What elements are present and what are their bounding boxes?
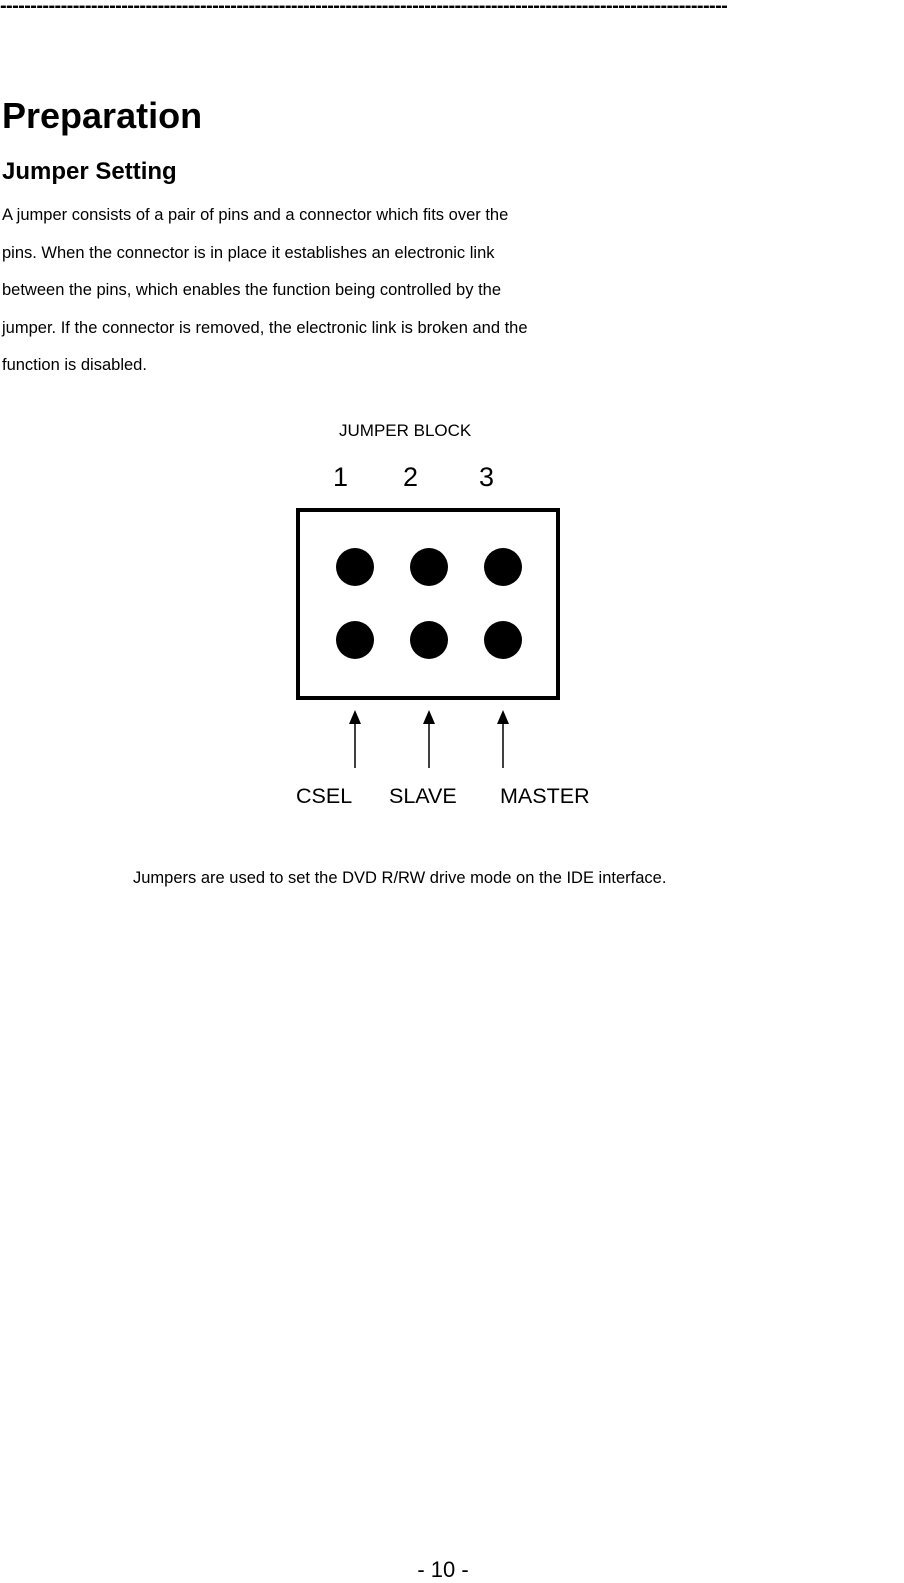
jumper-pin [336, 621, 374, 659]
pin-number-3: 3 [479, 462, 495, 492]
mode-arrows [349, 710, 509, 768]
mode-label-csel: CSEL [296, 784, 353, 808]
diagram-caption: Jumpers are used to set the DVD R/RW drive mode on the IDE interface. [133, 869, 667, 887]
paragraph-line: A jumper consists of a pair of pins and a connector which fits over the [2, 206, 509, 224]
jumper-pin [410, 621, 448, 659]
arrow-head-slave [423, 710, 435, 724]
paragraph-line: function is disabled. [2, 356, 147, 374]
jumper-pin [484, 548, 522, 586]
paragraph-line: jumper. If the connector is removed, the electronic link is broken and the [2, 318, 528, 337]
mode-label-slave: SLAVE [389, 784, 457, 808]
jumper-block-label: JUMPER BLOCK [339, 421, 472, 440]
jumper-pin [410, 548, 448, 586]
pin-number-2: 2 [403, 462, 419, 492]
page-number: - 10 - [417, 1557, 469, 1582]
paragraph-line: pins. When the connector is in place it establishes an electronic link [2, 243, 495, 262]
pin-number-1: 1 [333, 462, 349, 492]
mode-label-master: MASTER [500, 784, 590, 808]
jumper-pin [336, 548, 374, 586]
section-subtitle: Jumper Setting [2, 158, 177, 185]
jumper-block-frame [298, 510, 558, 698]
paragraph-line: between the pins, which enables the function being controlled by the [2, 281, 502, 299]
header-dashed-rule: ------------------------------------------------------------------------------------------------------------------------ [0, 0, 728, 16]
jumper-pin [484, 621, 522, 659]
pin-grid [336, 548, 522, 659]
arrow-head-master [497, 710, 509, 724]
page-title: Preparation [2, 95, 203, 136]
arrow-head-csel [349, 710, 361, 724]
